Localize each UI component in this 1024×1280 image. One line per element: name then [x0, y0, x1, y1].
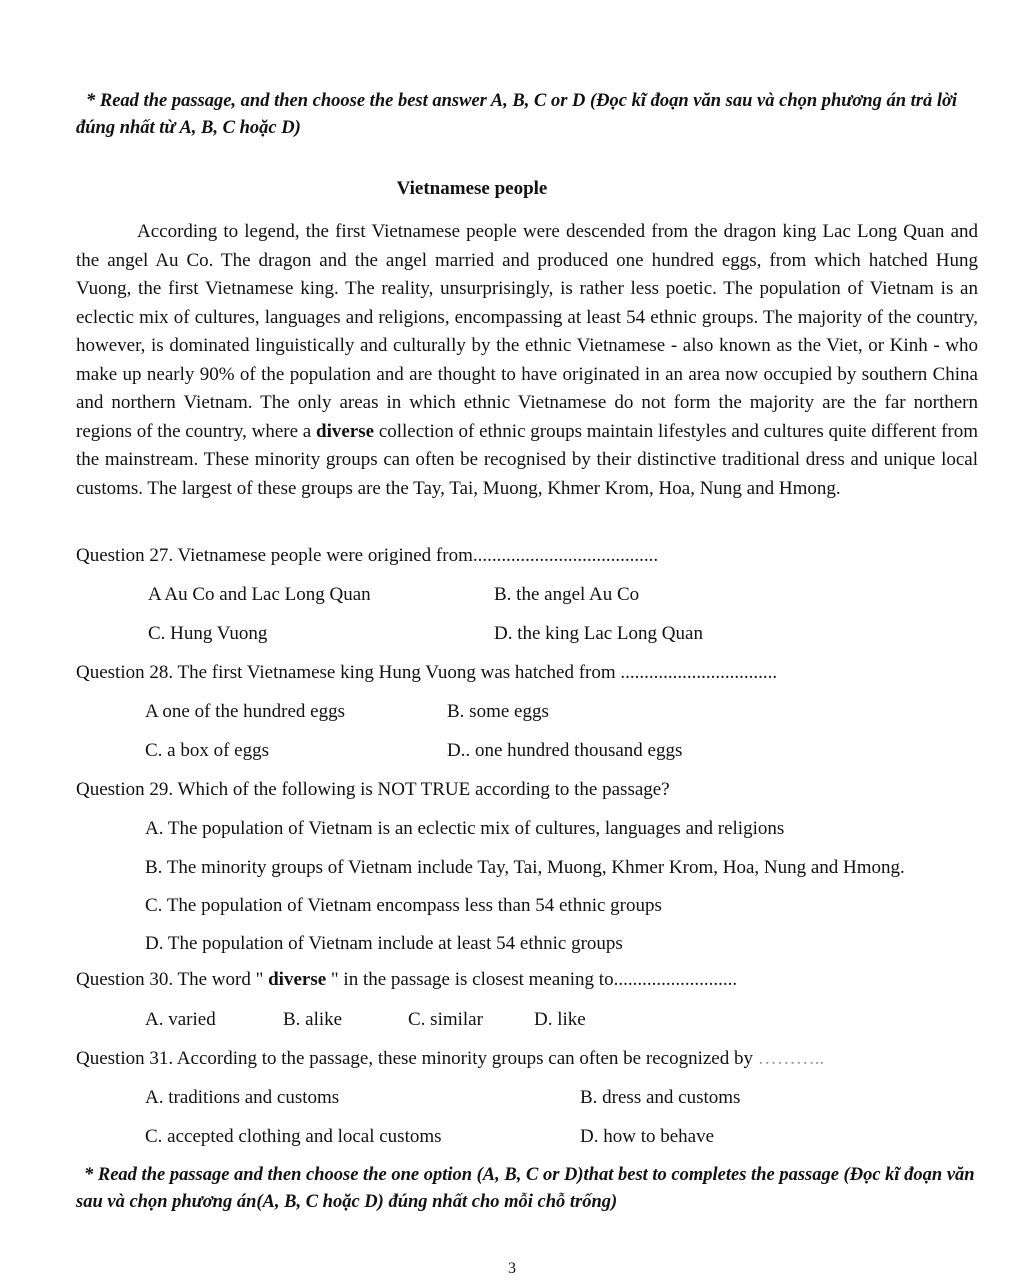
question-27: Question 27. Vietnamese people were origined from.......................................	[76, 545, 659, 566]
question-31	[76, 1048, 824, 1070]
passage-text-part2: collection of ethnic groups maintain lifestyles and cultures quite different from the mainstream. These minority groups can often be recognised by their distinctive traditional dress and unique local customs. The largest of these groups are the Tay, Tai, Muong, Khmer Krom, Hoa, Nung and Hmong.	[76, 420, 979, 499]
q28-option-b: B. some eggs	[447, 701, 549, 722]
q30-text-before: Question 30. The word "	[76, 969, 269, 990]
q28-option-a: A one of the hundred eggs	[145, 701, 345, 722]
q31-option-b: B. dress and customs	[580, 1087, 741, 1108]
passage-title: Vietnamese people	[396, 178, 548, 199]
q27-option-d: D. the king Lac Long Quan	[494, 623, 703, 644]
question-28: Question 28. The first Vietnamese king Hung Vuong was hatched from .................................	[76, 662, 778, 683]
q30-text-after: " in the passage is closest meaning to..........................	[326, 969, 738, 990]
q31-blank-dots: ………..	[752, 1048, 825, 1069]
q30-option-d: D. like	[534, 1009, 586, 1030]
q28-option-c: C. a box of eggs	[145, 740, 270, 761]
passage-text-part1: According to legend, the first Vietnamese people were descended from the dragon king Lac Long Quan and the angel Au Co. The dragon and the angel married and produced one hundred eggs, from which hatched Hung Vuong, the first Vietnamese king. The reality, unsurprisingly, is rather less poetic. The population of Vietnam is an eclectic mix of cultures, languages and religions, encompassing at least 54 ethnic groups. The majority of the country, however, is dominated linguistically and culturally by the ethnic Vietnamese - also known as the Viet, or Kinh - who make up nearly 90% of the population and are thought to have originated in an area now occupied by southern China and northern Vietnam. The only areas in which ethnic Vietnamese do not form the majority are the far northern regions of the country, where a	[76, 221, 978, 442]
q30-bold-word: diverse	[268, 969, 327, 990]
q31-option-a: A. traditions and customs	[145, 1087, 340, 1108]
q29-option-c: C. The population of Vietnam encompass less than 54 ethnic groups	[145, 895, 662, 916]
passage-bold-word: diverse	[316, 420, 375, 442]
q31-text: Question 31. According to the passage, these minority groups can often be recognized by	[76, 1048, 753, 1069]
q30-option-b: B. alike	[283, 1009, 343, 1030]
q29-option-a: A. The population of Vietnam is an eclectic mix of cultures, languages and religions	[145, 818, 785, 839]
question-30	[76, 969, 737, 991]
instruction-cloze: * Read the passage and then choose the one option (A, B, C or D)that best to completes the passage (Đọc kĩ đoạn văn sau và chọn phương án(A, B, C hoặc D) đúng nhất cho mỗi chỗ trống)	[76, 1165, 975, 1212]
question-29: Question 29. Which of the following is NOT TRUE according to the passage?	[76, 779, 670, 800]
q29-option-b: B. The minority groups of Vietnam include Tay, Tai, Muong, Khmer Krom, Hoa, Nung and Hmong.	[145, 857, 905, 878]
page-number: 3	[508, 1260, 516, 1277]
q31-option-d: D. how to behave	[580, 1126, 715, 1147]
q27-option-c: C. Hung Vuong	[148, 623, 268, 644]
q27-option-b: B. the angel Au Co	[494, 584, 640, 605]
q30-option-c: C. similar	[408, 1009, 483, 1030]
q28-option-d: D.. one hundred thousand eggs	[447, 740, 683, 761]
q30-option-a: A. varied	[145, 1009, 216, 1030]
q31-option-c: C. accepted clothing and local customs	[145, 1126, 442, 1147]
instruction-reading: * Read the passage, and then choose the best answer A, B, C or D (Đọc kĩ đoạn văn sau và chọn phương án trả lời đúng nhất từ A, B, C hoặc D)	[76, 91, 958, 138]
q27-option-a: A Au Co and Lac Long Quan	[148, 584, 371, 605]
reading-passage	[76, 218, 978, 503]
q29-option-d: D. The population of Vietnam include at least 54 ethnic groups	[145, 933, 623, 954]
